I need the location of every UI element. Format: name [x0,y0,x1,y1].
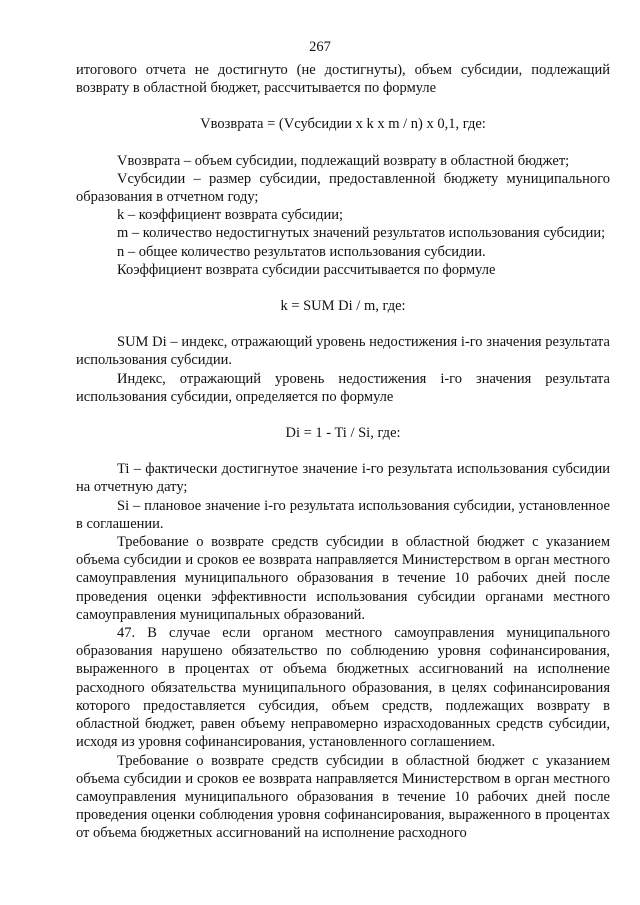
definition-m: m – количество недостигнутых значений результатов использования субсидии; [117,225,606,242]
definition-k: k – коэффициент возврата субсидии; [117,207,344,224]
definition-sum-di: SUM Di – индекс, отражающий уровень недостижения i-го значения результата использования субсидии. [76,334,610,369]
paragraph-index-intro: Индекс, отражающий уровень недостижения i-го значения результата использования субсидии, определяется по формуле [76,370,610,405]
paragraph-coefficient-intro: Коэффициент возврата субсидии рассчитывается по формуле [117,261,496,278]
document-body [76,61,610,843]
definition-vrefund: Vвозврата – объем субсидии, подлежащий возврату в областной бюджет; [117,152,570,169]
formula-refund-volume: Vвозврата = (Vсубсидии x k x m / n) x 0,1, где: [200,116,486,133]
paragraph-continuation: итогового отчета не достигнуто (не достигнуты), объем субсидии, подлежащий возврату в областной бюджет, рассчитывается по формуле [76,62,610,97]
definition-si: Si – плановое значение i-го результата использования субсидии, установленное в соглашении. [76,497,610,532]
paragraph-clause-47: 47. В случае если органом местного самоуправления муниципального образования нарушено обязательство по соблюдению уровня софинансирования, выраженного в процентах от объема бюджетных ассигнований на исполнение расходного обязательства муниципального образования, в целях софинансирования которого предоставляется субсидия, объем средств, подлежащих возврату в областной бюджет, равен объему неправомерно израсходованных средств субсидии, исходя из уровня софинансирования, установленного соглашением. [76,625,610,751]
page-number: 267 [309,39,331,55]
definition-vsubsidy: Vсубсидии – размер субсидии, предоставленной бюджету муниципального образования в отчетном году; [76,170,610,206]
definition-ti: Ti – фактически достигнутое значение i-го результата использования субсидии на отчетную дату; [76,461,610,496]
paragraph-refund-requirement-cofinancing: Требование о возврате средств субсидии в областной бюджет с указанием объема субсидии и сроков ее возврата направляется Министерством в орган местного самоуправления муниципального образования в течение 10 рабочих дней после проведения оценки соблюдения уровня софинансирования, выраженного в процентах от объема бюджетных ассигнований на исполнение расходного [76,752,610,842]
definition-n: n – общее количество результатов использования субсидии. [117,243,486,260]
paragraph-refund-requirement: Требование о возврате средств субсидии в областной бюджет с указанием объема субсидии и сроков ее возврата направляется Министерством в орган местного самоуправления муниципального образования в течение 10 рабочих дней после проведения оценки эффективности использования субсидии органами местного самоуправления муниципальных образований. [76,534,610,623]
formula-index: Di = 1 - Ti / Si, где: [285,425,401,442]
formula-coefficient: k = SUM Di / m, где: [280,298,406,315]
